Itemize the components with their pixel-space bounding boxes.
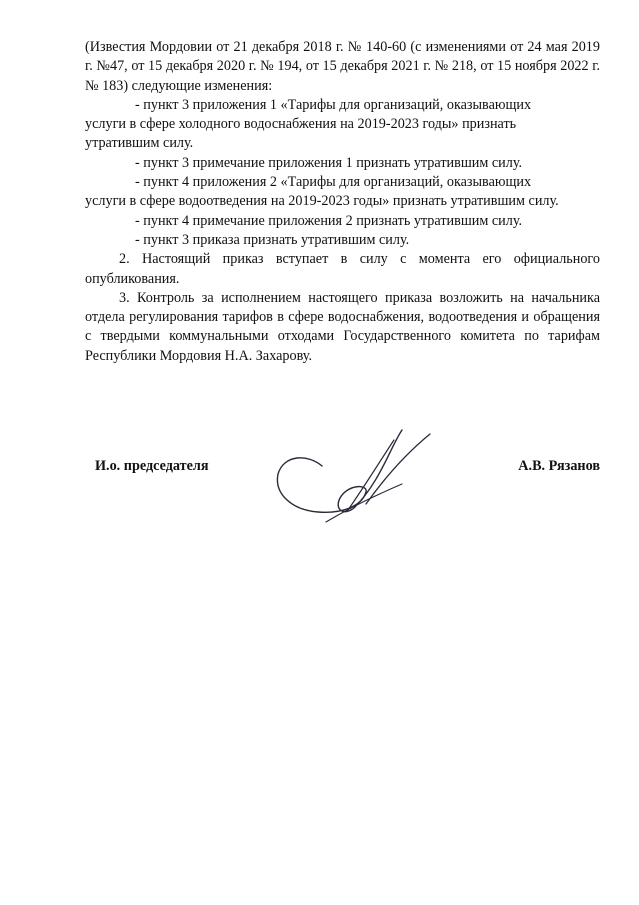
signatory-name: А.В. Рязанов [518,458,600,474]
paragraph-clause-2: 2. Настоящий приказ вступает в силу с момента его официального опубликования. [85,251,600,287]
handwritten-signature-icon [270,418,450,538]
paragraph-intro: (Известия Мордовии от 21 декабря 2018 г. № 140-60 (с изменениями от 24 мая 2019 г. №47, от 15 декабря 2020 г. № 194, от 15 декабря 2021 г. № 218, от 15 ноября 2022 г. № 183) следующие изменения: [85,39,600,94]
paragraph-item-1: - пункт 3 приложения 1 «Тарифы для организаций, оказывающих услуги в сфере холодного водоснабжения на 2019-2023 годы» признать утратившим силу. [85,96,532,152]
document-body [85,38,600,366]
paragraph-item-5: - пункт 3 приказа признать утратившим силу. [135,231,410,248]
paragraph-clause-3: 3. Контроль за исполнением настоящего приказа возложить на начальника отдела регулирования тарифов в сфере водоснабжения, водоотведения и обращения с твердыми коммунальными отходами Государственного комитета по тарифам Республики Мордовия Н.А. Захарову. [85,289,600,364]
paragraph-item-4: - пункт 4 примечание приложения 2 признать утратившим силу. [135,212,523,229]
signatory-position: И.о. председателя [95,458,209,474]
signature-row [95,458,600,478]
paragraph-item-3: - пункт 4 приложения 2 «Тарифы для организаций, оказывающих услуги в сфере водоотведения на 2019-2023 годы» признать утратившим силу. [85,174,559,210]
paragraph-item-2: - пункт 3 примечание приложения 1 признать утратившим силу. [135,154,523,171]
